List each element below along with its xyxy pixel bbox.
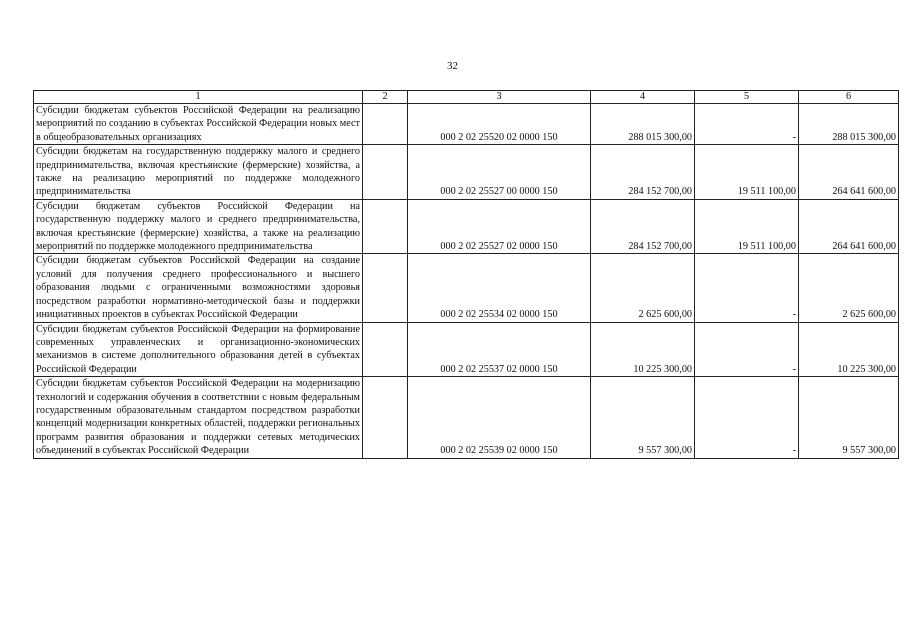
row-col5: - <box>695 322 799 377</box>
row-col5: - <box>695 377 799 458</box>
column-header-2: 2 <box>363 91 408 104</box>
row-col5: 19 511 100,00 <box>695 199 799 254</box>
row-code: 000 2 02 25537 02 0000 150 <box>408 322 591 377</box>
table-row <box>34 145 899 200</box>
table-row <box>34 104 899 145</box>
table-row <box>34 254 899 322</box>
column-header-1: 1 <box>34 91 363 104</box>
row-code: 000 2 02 25520 02 0000 150 <box>408 104 591 145</box>
row-name: Субсидии бюджетам субъектов Российской Федерации на создание условий для получения среднего профессионального и высшего образования людьми с ограниченными возможностями здоровья посредством разработки нормативно-методической базы и поддержки инициативных проектов в субъектах Российской Федерации <box>34 254 363 322</box>
row-name: Субсидии бюджетам субъектов Российской Федерации на реализацию мероприятий по созданию в субъектах Российской Федерации новых мест в общеобразовательных организациях <box>34 104 363 145</box>
row-name: Субсидии бюджетам субъектов Российской Федерации на формирование современных управленческих и организационно-экономических механизмов в системе дополнительного образования детей в субъектах Российской Федерации <box>34 322 363 377</box>
row-col6: 264 641 600,00 <box>799 199 899 254</box>
row-name: Субсидии бюджетам на государственную поддержку малого и среднего предпринимательства, включая крестьянские (фермерские) хозяйства, а также на реализацию мероприятий по поддержке молодежного предпринимательства <box>34 145 363 200</box>
column-header-4: 4 <box>591 91 695 104</box>
row-name: Субсидии бюджетам субъектов Российской Федерации на государственную поддержку малого и среднего предпринимательства, включая крестьянские (фермерские) хозяйства, а также на реализацию мероприятий по поддержке молодежного предпринимательства <box>34 199 363 254</box>
row-col2 <box>363 104 408 145</box>
table-row <box>34 199 899 254</box>
row-col4: 284 152 700,00 <box>591 145 695 200</box>
column-header-3: 3 <box>408 91 591 104</box>
row-col2 <box>363 145 408 200</box>
row-code: 000 2 02 25539 02 0000 150 <box>408 377 591 458</box>
row-col4: 10 225 300,00 <box>591 322 695 377</box>
row-col5: 19 511 100,00 <box>695 145 799 200</box>
row-col2 <box>363 199 408 254</box>
row-col4: 9 557 300,00 <box>591 377 695 458</box>
row-col6: 10 225 300,00 <box>799 322 899 377</box>
row-col6: 9 557 300,00 <box>799 377 899 458</box>
row-col6: 288 015 300,00 <box>799 104 899 145</box>
header-row <box>34 91 899 104</box>
row-col5: - <box>695 104 799 145</box>
row-col4: 2 625 600,00 <box>591 254 695 322</box>
row-col2 <box>363 377 408 458</box>
table-row <box>34 377 899 458</box>
column-header-6: 6 <box>799 91 899 104</box>
row-col4: 288 015 300,00 <box>591 104 695 145</box>
row-code: 000 2 02 25534 02 0000 150 <box>408 254 591 322</box>
row-col2 <box>363 322 408 377</box>
row-col4: 284 152 700,00 <box>591 199 695 254</box>
row-col6: 2 625 600,00 <box>799 254 899 322</box>
row-col2 <box>363 254 408 322</box>
row-col6: 264 641 600,00 <box>799 145 899 200</box>
row-col5: - <box>695 254 799 322</box>
row-code: 000 2 02 25527 00 0000 150 <box>408 145 591 200</box>
row-code: 000 2 02 25527 02 0000 150 <box>408 199 591 254</box>
page-number: 32 <box>447 60 458 72</box>
column-header-5: 5 <box>695 91 799 104</box>
table-row <box>34 322 899 377</box>
budget-table <box>33 90 899 459</box>
row-name: Субсидии бюджетам субъектов Российской Федерации на модернизацию технологий и содержания обучения в соответствии с новым федеральным государственным образовательным стандартом посредством разработки концепций модернизации конкретных областей, поддержки региональных программ развития образования и поддержки сетевых методических объединений в субъектах Российской Федерации <box>34 377 363 458</box>
